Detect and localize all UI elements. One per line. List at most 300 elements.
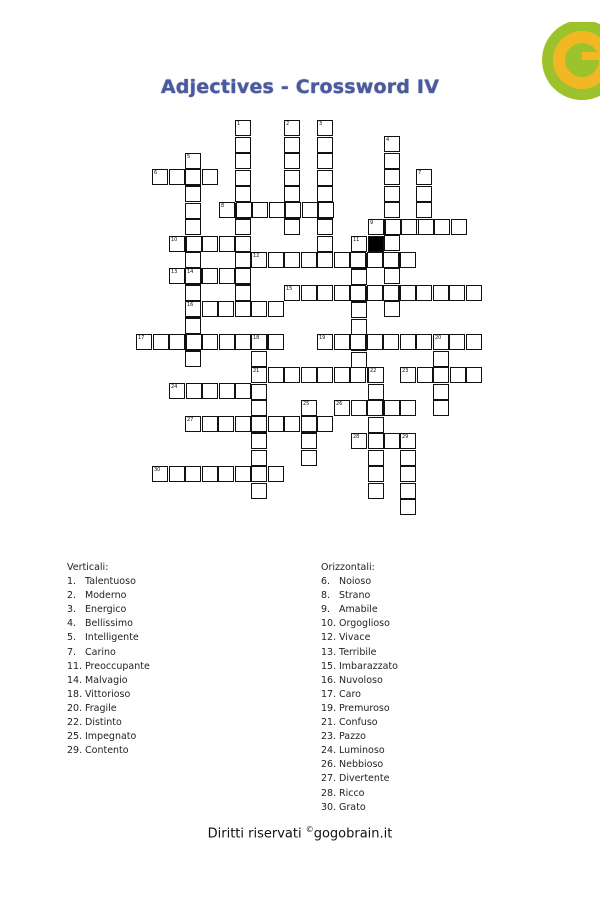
grid-cell[interactable] xyxy=(219,383,235,399)
grid-cell[interactable] xyxy=(384,136,400,152)
grid-cell[interactable] xyxy=(368,433,384,449)
cell-number: 8 xyxy=(221,203,225,209)
grid-cell[interactable] xyxy=(268,416,284,432)
clue-number: 2. xyxy=(67,590,77,602)
grid-cell[interactable] xyxy=(185,219,201,235)
grid-cell[interactable] xyxy=(235,334,251,350)
grid-cell[interactable] xyxy=(418,219,434,235)
orizzontali-clue xyxy=(321,660,398,674)
verticali-clue xyxy=(67,688,150,702)
grid-cell[interactable] xyxy=(433,367,449,383)
grid-cell[interactable] xyxy=(185,153,201,169)
grid-cell[interactable] xyxy=(185,268,201,284)
grid-cell[interactable] xyxy=(185,252,201,268)
grid-cell[interactable] xyxy=(400,367,416,383)
clue-text: Terribile xyxy=(339,646,377,658)
grid-cell[interactable] xyxy=(185,351,201,367)
clue-text: Ricco xyxy=(339,787,365,799)
clue-number: 10. xyxy=(321,618,337,630)
grid-cell[interactable] xyxy=(368,450,384,466)
orizzontali-clue xyxy=(321,674,398,688)
clues-verticali xyxy=(67,561,150,758)
grid-cell[interactable] xyxy=(416,186,432,202)
orizzontali-clue xyxy=(321,758,398,772)
clue-number: 12. xyxy=(321,632,337,644)
grid-cell[interactable] xyxy=(449,285,465,301)
clue-number: 18. xyxy=(67,688,83,700)
grid-cell[interactable] xyxy=(218,301,234,317)
clue-text: Malvagio xyxy=(85,674,128,686)
cell-number: 6 xyxy=(154,170,158,176)
grid-cell[interactable] xyxy=(251,400,267,416)
grid-cell[interactable] xyxy=(416,285,432,301)
grid-cell[interactable] xyxy=(400,466,416,482)
grid-cell[interactable] xyxy=(334,367,350,383)
grid-cell[interactable] xyxy=(284,219,300,235)
grid-cell[interactable] xyxy=(317,153,333,169)
grid-cell[interactable] xyxy=(284,416,300,432)
grid-cell[interactable] xyxy=(169,268,185,284)
copyright-symbol: © xyxy=(305,825,314,834)
grid-cell[interactable] xyxy=(169,334,185,350)
grid-cell[interactable] xyxy=(433,400,449,416)
grid-cell[interactable] xyxy=(185,301,201,317)
clue-number: 23. xyxy=(321,731,337,743)
cell-number: 2 xyxy=(286,121,290,127)
clue-text: Bellissimo xyxy=(85,618,133,630)
grid-cell[interactable] xyxy=(284,252,300,268)
grid-cell[interactable] xyxy=(169,169,185,185)
grid-cell[interactable] xyxy=(169,466,185,482)
grid-cell[interactable] xyxy=(251,450,267,466)
grid-cell[interactable] xyxy=(317,367,333,383)
orizzontali-clue xyxy=(321,646,398,660)
clue-text: Energico xyxy=(85,604,127,616)
grid-cell[interactable] xyxy=(301,285,317,301)
grid-cell[interactable] xyxy=(202,334,218,350)
grid-cell[interactable] xyxy=(235,252,251,268)
grid-cell[interactable] xyxy=(351,400,367,416)
grid-cell[interactable] xyxy=(383,334,399,350)
grid-cell[interactable] xyxy=(416,334,432,350)
grid-cell[interactable] xyxy=(185,318,201,334)
clue-number: 3. xyxy=(67,604,77,616)
orizzontali-clue xyxy=(321,772,398,786)
clue-text: Luminoso xyxy=(339,745,385,757)
cell-number: 20 xyxy=(435,335,442,341)
grid-cell[interactable] xyxy=(384,400,400,416)
cell-number: 9 xyxy=(370,220,374,226)
clue-text: Premuroso xyxy=(339,702,390,714)
grid-cell[interactable] xyxy=(251,433,267,449)
grid-cell[interactable] xyxy=(350,367,366,383)
grid-cell[interactable] xyxy=(235,416,251,432)
cell-number: 27 xyxy=(187,417,194,423)
grid-cell[interactable] xyxy=(252,202,268,218)
clue-number: 27. xyxy=(321,773,337,785)
clue-text: Nebbioso xyxy=(339,759,384,771)
orizzontali-clue xyxy=(321,631,398,645)
grid-cell[interactable] xyxy=(433,334,449,350)
grid-cell[interactable] xyxy=(400,400,416,416)
clue-text: Contento xyxy=(85,745,129,757)
grid-cell[interactable] xyxy=(351,433,367,449)
grid-cell[interactable] xyxy=(317,120,333,136)
clue-text: Carino xyxy=(85,646,116,658)
clues-verticali-heading: Verticali: xyxy=(67,562,109,573)
grid-cell[interactable] xyxy=(219,334,235,350)
grid-cell[interactable] xyxy=(235,120,251,136)
grid-cell[interactable] xyxy=(334,285,350,301)
cell-number: 5 xyxy=(187,154,191,160)
grid-cell[interactable] xyxy=(434,219,450,235)
grid-cell[interactable] xyxy=(284,285,300,301)
clue-text: Amabile xyxy=(339,604,378,616)
orizzontali-clue xyxy=(321,575,398,589)
clue-text: Pazzo xyxy=(339,731,366,743)
grid-cell[interactable] xyxy=(317,236,333,252)
grid-cell[interactable] xyxy=(251,384,267,400)
grid-cell[interactable] xyxy=(368,219,384,235)
grid-cell[interactable] xyxy=(301,252,317,268)
grid-cell[interactable] xyxy=(318,202,334,218)
clue-number: 25. xyxy=(67,731,83,743)
grid-cell[interactable] xyxy=(186,383,202,399)
grid-cell[interactable] xyxy=(269,202,285,218)
grid-cell[interactable] xyxy=(451,219,467,235)
grid-cell[interactable] xyxy=(153,334,169,350)
cell-number: 16 xyxy=(187,302,194,308)
grid-cell[interactable] xyxy=(251,334,267,350)
grid-cell[interactable] xyxy=(251,301,267,317)
grid-cell[interactable] xyxy=(317,334,333,350)
clue-number: 24. xyxy=(321,745,337,757)
grid-cell[interactable] xyxy=(301,400,317,416)
grid-cell[interactable] xyxy=(350,285,366,301)
grid-cell[interactable] xyxy=(466,285,482,301)
clue-text: Preoccupante xyxy=(85,660,150,672)
verticali-clue xyxy=(67,660,150,674)
grid-cell[interactable] xyxy=(416,202,432,218)
grid-cell[interactable] xyxy=(351,352,367,368)
clue-number: 30. xyxy=(321,801,337,813)
clue-number: 5. xyxy=(67,632,77,644)
grid-cell[interactable] xyxy=(351,269,367,285)
cell-number: 22 xyxy=(370,368,377,374)
clue-number: 11. xyxy=(67,660,83,672)
grid-cell[interactable] xyxy=(334,252,350,268)
grid-cell[interactable] xyxy=(450,367,466,383)
grid-cell[interactable] xyxy=(368,384,384,400)
grid-cell[interactable] xyxy=(351,236,367,252)
grid-cell[interactable] xyxy=(385,219,401,235)
cell-number: 13 xyxy=(171,269,178,275)
clue-number: 1. xyxy=(67,576,77,588)
grid-cell[interactable] xyxy=(268,367,284,383)
grid-cell[interactable] xyxy=(235,301,251,317)
grid-cell[interactable] xyxy=(350,334,366,350)
grid-cell[interactable] xyxy=(202,383,218,399)
verticali-clue xyxy=(67,603,150,617)
orizzontali-clue xyxy=(321,730,398,744)
grid-cell[interactable] xyxy=(185,203,201,219)
clue-number: 21. xyxy=(321,717,337,729)
clue-text: Imbarazzato xyxy=(339,660,398,672)
clue-number: 29. xyxy=(67,745,83,757)
grid-cell[interactable] xyxy=(334,334,350,350)
verticali-clue xyxy=(67,674,150,688)
verticali-clue xyxy=(67,617,150,631)
grid-cell[interactable] xyxy=(235,186,251,202)
grid-cell[interactable] xyxy=(284,367,300,383)
grid-cell[interactable] xyxy=(251,252,267,268)
grid-cell[interactable] xyxy=(368,483,384,499)
grid-cell[interactable] xyxy=(384,186,400,202)
clues-orizzontali xyxy=(321,561,398,815)
clue-text: Fragile xyxy=(85,702,117,714)
orizzontali-clue xyxy=(321,702,398,716)
grid-cell[interactable] xyxy=(284,120,300,136)
clue-text: Strano xyxy=(339,590,371,602)
grid-cell[interactable] xyxy=(251,483,267,499)
grid-cell[interactable] xyxy=(317,137,333,153)
grid-cell[interactable] xyxy=(383,252,399,268)
grid-cell[interactable] xyxy=(251,416,267,432)
grid-cell[interactable] xyxy=(219,268,235,284)
clues-orizzontali-list xyxy=(321,575,398,815)
grid-cell[interactable] xyxy=(218,466,234,482)
grid-cell[interactable] xyxy=(235,383,251,399)
grid-cell[interactable] xyxy=(400,252,416,268)
grid-cell[interactable] xyxy=(235,153,251,169)
grid-cell[interactable] xyxy=(285,202,301,218)
grid-cell[interactable] xyxy=(368,466,384,482)
grid-cell[interactable] xyxy=(202,268,218,284)
grid-cell[interactable] xyxy=(185,416,201,432)
grid-cell[interactable] xyxy=(202,301,218,317)
grid-cell[interactable] xyxy=(202,236,218,252)
clue-text: Talentuoso xyxy=(85,576,136,588)
grid-cell[interactable] xyxy=(268,301,284,317)
grid-cell[interactable] xyxy=(185,186,201,202)
grid-cell[interactable] xyxy=(235,236,251,252)
clue-text: Impegnato xyxy=(85,731,137,743)
grid-cell[interactable] xyxy=(301,433,317,449)
grid-cell[interactable] xyxy=(317,186,333,202)
verticali-clue xyxy=(67,702,150,716)
cell-number: 26 xyxy=(336,401,343,407)
page-title: Adjectives - Crossword IV xyxy=(160,76,440,98)
grid-cell[interactable] xyxy=(169,236,185,252)
orizzontali-clue xyxy=(321,801,398,815)
grid-cell[interactable] xyxy=(449,334,465,350)
clue-text: Confuso xyxy=(339,717,378,729)
orizzontali-clue xyxy=(321,787,398,801)
clue-number: 13. xyxy=(321,646,337,658)
clue-text: Divertente xyxy=(339,773,390,785)
grid-cell[interactable] xyxy=(367,400,383,416)
verticali-clue xyxy=(67,744,150,758)
cell-number: 18 xyxy=(253,335,260,341)
grid-cell[interactable] xyxy=(235,268,251,284)
grid-cell[interactable] xyxy=(317,252,333,268)
grid-cell[interactable] xyxy=(302,202,318,218)
grid-cell[interactable] xyxy=(218,416,234,432)
clues-orizzontali-heading: Orizzontali: xyxy=(321,562,375,573)
clue-number: 15. xyxy=(321,660,337,672)
grid-cell[interactable] xyxy=(284,186,300,202)
grid-cell[interactable] xyxy=(400,285,416,301)
clue-number: 26. xyxy=(321,759,337,771)
grid-cell[interactable] xyxy=(284,170,300,186)
grid-cell[interactable] xyxy=(301,416,317,432)
grid-cell[interactable] xyxy=(219,202,235,218)
orizzontali-clue xyxy=(321,603,398,617)
grid-cell[interactable] xyxy=(351,319,367,335)
grid-cell[interactable] xyxy=(400,483,416,499)
cell-number: 21 xyxy=(253,368,260,374)
clue-number: 8. xyxy=(321,590,331,602)
clue-text: Nuvoloso xyxy=(339,674,383,686)
grid-cell[interactable] xyxy=(384,153,400,169)
grid-cell[interactable] xyxy=(400,499,416,515)
grid-cell-black xyxy=(368,236,384,252)
grid-cell[interactable] xyxy=(384,433,400,449)
grid-cell[interactable] xyxy=(251,351,267,367)
grid-cell[interactable] xyxy=(351,302,367,318)
grid-cell[interactable] xyxy=(433,351,449,367)
cell-number: 17 xyxy=(138,335,145,341)
grid-cell[interactable] xyxy=(384,169,400,185)
verticali-clue xyxy=(67,575,150,589)
footer-site: gogobrain.it xyxy=(313,826,393,842)
grid-cell[interactable] xyxy=(317,285,333,301)
clue-text: Grato xyxy=(339,801,366,813)
clue-number: 17. xyxy=(321,688,337,700)
clue-number: 4. xyxy=(67,618,77,630)
orizzontali-clue xyxy=(321,716,398,730)
grid-cell[interactable] xyxy=(317,170,333,186)
grid-cell[interactable] xyxy=(301,450,317,466)
grid-cell[interactable] xyxy=(202,466,218,482)
cell-number: 3 xyxy=(319,121,323,127)
cell-number: 19 xyxy=(319,335,326,341)
clue-text: Orgoglioso xyxy=(339,618,390,630)
grid-cell[interactable] xyxy=(169,383,185,399)
verticali-clue xyxy=(67,730,150,744)
verticali-clue xyxy=(67,716,150,730)
grid-cell[interactable] xyxy=(236,202,252,218)
cell-number: 11 xyxy=(353,237,360,243)
grid-cell[interactable] xyxy=(384,301,400,317)
orizzontali-clue xyxy=(321,744,398,758)
grid-cell[interactable] xyxy=(400,450,416,466)
cell-number: 23 xyxy=(402,368,409,374)
grid-cell[interactable] xyxy=(284,137,300,153)
grid-cell[interactable] xyxy=(384,235,400,251)
clue-text: Caro xyxy=(339,688,361,700)
grid-cell[interactable] xyxy=(368,367,384,383)
clue-text: Distinto xyxy=(85,717,122,729)
clue-number: 6. xyxy=(321,576,331,588)
grid-cell[interactable] xyxy=(416,169,432,185)
grid-cell[interactable] xyxy=(202,416,218,432)
grid-cell[interactable] xyxy=(235,219,251,235)
grid-cell[interactable] xyxy=(334,400,350,416)
grid-cell[interactable] xyxy=(185,285,201,301)
grid-cell[interactable] xyxy=(284,153,300,169)
grid-cell[interactable] xyxy=(251,466,267,482)
grid-cell[interactable] xyxy=(185,169,201,185)
clue-text: Vittorioso xyxy=(85,688,131,700)
grid-cell[interactable] xyxy=(367,252,383,268)
grid-cell[interactable] xyxy=(368,417,384,433)
grid-cell[interactable] xyxy=(301,367,317,383)
grid-cell[interactable] xyxy=(235,285,251,301)
grid-cell[interactable] xyxy=(367,285,383,301)
grid-cell[interactable] xyxy=(186,334,202,350)
grid-cell[interactable] xyxy=(317,219,333,235)
grid-cell[interactable] xyxy=(400,433,416,449)
grid-cell[interactable] xyxy=(268,466,284,482)
grid-cell[interactable] xyxy=(202,169,218,185)
clue-number: 19. xyxy=(321,702,337,714)
cell-number: 7 xyxy=(418,170,422,176)
grid-cell[interactable] xyxy=(384,268,400,284)
grid-cell[interactable] xyxy=(433,384,449,400)
cell-number: 1 xyxy=(237,121,241,127)
grid-cell[interactable] xyxy=(433,285,449,301)
grid-cell[interactable] xyxy=(235,466,251,482)
grid-cell[interactable] xyxy=(268,334,284,350)
grid-cell[interactable] xyxy=(317,416,333,432)
grid-cell[interactable] xyxy=(186,236,202,252)
grid-cell[interactable] xyxy=(152,169,168,185)
cell-number: 30 xyxy=(154,467,161,473)
clue-number: 22. xyxy=(67,717,83,729)
clue-text: Vivace xyxy=(339,632,371,644)
grid-cell[interactable] xyxy=(417,367,433,383)
verticali-clue xyxy=(67,631,150,645)
grid-cell[interactable] xyxy=(235,137,251,153)
grid-cell[interactable] xyxy=(136,334,152,350)
grid-cell[interactable] xyxy=(251,367,267,383)
orizzontali-clue xyxy=(321,688,398,702)
orizzontali-clue xyxy=(321,617,398,631)
grid-cell[interactable] xyxy=(152,466,168,482)
grid-cell[interactable] xyxy=(219,236,235,252)
footer-text: Diritti riservati xyxy=(207,826,306,842)
grid-cell[interactable] xyxy=(235,170,251,186)
grid-cell[interactable] xyxy=(401,219,417,235)
verticali-clue xyxy=(67,589,150,603)
grid-cell[interactable] xyxy=(400,334,416,350)
grid-cell[interactable] xyxy=(466,367,482,383)
grid-cell[interactable] xyxy=(383,285,399,301)
grid-cell[interactable] xyxy=(185,466,201,482)
grid-cell[interactable] xyxy=(268,252,284,268)
grid-cell[interactable] xyxy=(350,252,366,268)
cell-number: 12 xyxy=(253,253,260,259)
clue-text: Noioso xyxy=(339,576,372,588)
cell-number: 25 xyxy=(303,401,310,407)
grid-cell[interactable] xyxy=(384,202,400,218)
grid-cell[interactable] xyxy=(466,334,482,350)
clue-text: Moderno xyxy=(85,590,127,602)
grid-cell[interactable] xyxy=(367,334,383,350)
cell-number: 24 xyxy=(171,384,178,390)
clue-number: 14. xyxy=(67,674,83,686)
